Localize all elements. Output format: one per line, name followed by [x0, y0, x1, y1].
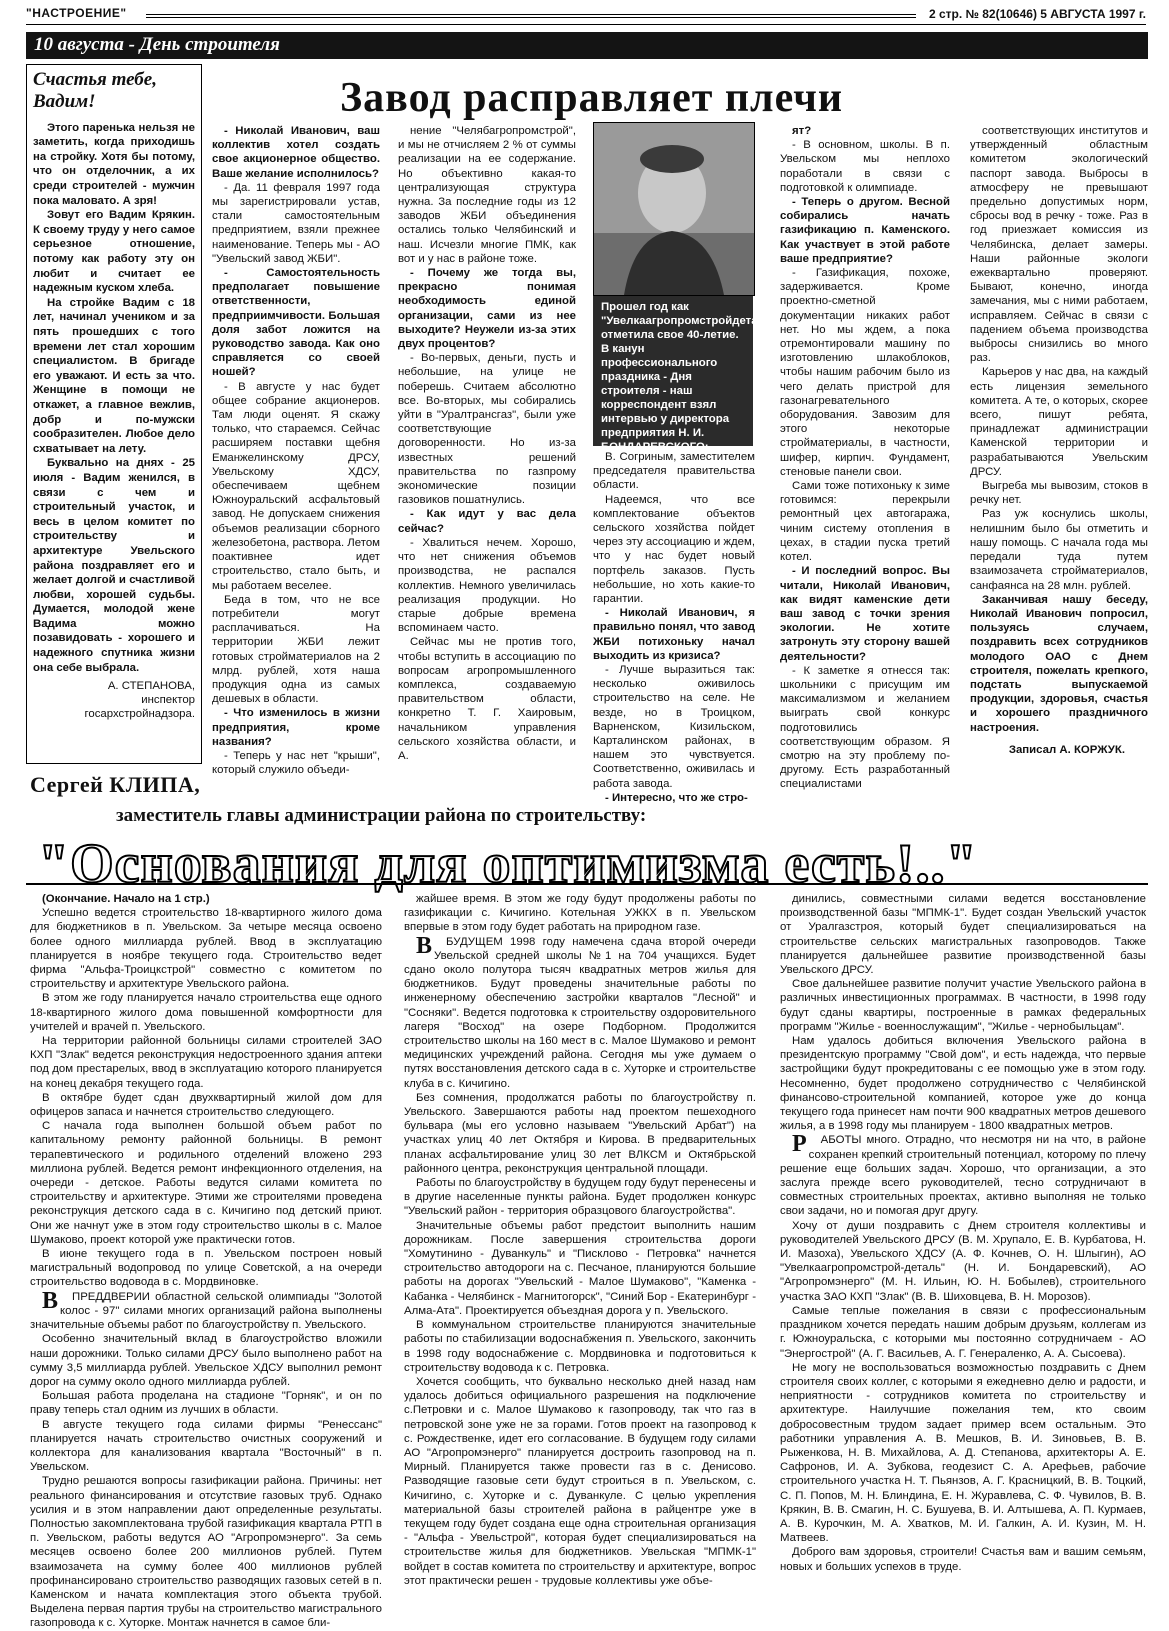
- article2-column-2: жайшее время. В этом же году будут продолжены работы по газификации с. Кичигино. Котельная УЖКХ в п. Увельском впервые в этом году будет работать на природном газе. В БУДУЩЕМ 1998 году намечена сдача второй очереди Увельской средней школы №1 на 704 учащихся. Будет сдано около полутора тысяч квадратных метров жилья для бюджетников. Будут проведены значительные работы по инженерному обеспечению застройки кварталов "Лесной" и "Сосняки". Ведется подготовка к строительству оздоровительного лагеря "Восход" на озере Подборном. Продолжится строительство школы на 160 мест в с. Малое Шумаково и ремонт медицинских учреждений района. Сегодня мы уже думаем о путях восстановления детского сада в с. Хуторке и строительстве клуба в с. Кичигино. Без сомнения, продолжатся работы по благоустройству п. Увельского. Завершаются работы над проектом пешеходного бульвара (мы его условно называем "Увельский Арбат") на участках улиц 40 лет Октября и Кирова. В предварительных планах асфальтирование улиц 30 лет ВЛКСМ и Октябрьской районного центра, реконструкция центральной площади. Работы по благоустройству в будущем году будут перенесены и в другие населенные пункты района. Будет продолжен конкурс "Увельский район - территория образцового благоустройства". Значительные объемы работ предстоит выполнить нашим дорожникам. После завершения строительства дороги "Хомутинино - Дуванкуль" и "Писклово - Петровка" начнется строительство автодороги на с. Песчаное, планируются большие работы на дорогах "Увельский - Малое Шумаково", "Каменка - Кабанка - Челябинск - Магнитогорск", "Синий Бор - Екатеринбург - Алма-Ата". Проектируется объездная дорога у п. Увельского. В коммунальном строительстве планируются значительные работы по стабилизации водоснабжения п. Увельского, закончить в 1998 году водоснабжение с. Мордвиновка и подготовиться к строительству водовода к с. Петровка. Хочется сообщить, что буквально несколько дней назад нам удалось добиться официального разрешения на подключение с.Петровки и с. Малое Шумаково к газопроводу, так что газ в петровской зоне уже не за горами. Готов проект на газопровод к с. Рождественке, идет его согласование. В будущем году силами АО "Агропромэнерго" планируется достроить газопровод на п. Мирный. Планируется также провести газ в с. Денисово. Разводящие газовые сети будут строиться в п. Увельском, с. Кичигино, с. Хуторке и с. Дуванкуле. С целью укрепления материальной базы строителей района в райцентре уже в текущем году будет создана еще одна строительная организация - "Альфа - Увельстрой", которая будет специализироваться на строительстве жилья для бюджетников. Увельская "МПМК-1" войдет в состав комитета по строительству и архитектуре, вопрос этот практически решен - трудовые коллективы уже объе-: [404, 893, 756, 1587]
- article1-column-3: В. Согриным, заместителем председателя правительства области. Надеемся, что все комплектование объектов сельского хозяйства пойдет через эту ассоциацию и ждем, что у нас будет новый портфель заказов. Пусть небольшие, но хоть какие-то гарантии. - Николай Иванович, я правильно понял, что завод ЖБИ потихоньку начал выходить из кризиса? - Лучше выразиться так: несколько оживилось строительство на селе. Не везде, но в Троицком, Варненском, Кизильском, Карталинском районах, в нашем это чувствуется. Соответственно, оживилась и работа завода. - Интересно, что же стро-: [593, 451, 755, 804]
- box-paragraph: Буквально на днях - 25 июля - Вадим женился, в связи с чем и строительный участок, и весь в целом комитет по строительству и архитектуре Увельского района поздравляет его и желает долгой и счастливой любви, хорошей судьбы. Думается, молодой жене Вадима можно позавидовать - хорошего и надежного спутника жизни она себе выбрала.: [33, 457, 195, 674]
- interviewee-name: Сергей КЛИПА,: [30, 772, 201, 797]
- box-text: [33, 121, 195, 676]
- newspaper-name: "НАСТРОЕНИЕ": [26, 6, 127, 20]
- article-headline: Завод расправляет плечи: [340, 75, 844, 121]
- section-band: [26, 32, 1148, 59]
- article1-column-5: соответствующих институтов и утвержденный областным комитетом экологический паспорт завода. Выбросы в атмосферу не превышают предельно допустимых норм, сбросы вод в речку - тоже. Раз в год приезжает комиссия из Челябинска, делает замеры. Наши районные экологи ежеквартально проверяют. Бывают, конечно, иногда замечания, мы с ними работаем, исправляем. Сейчас в связи с падением объема производства выбросы снизились во много раз. Карьеров у нас два, на каждый есть лицензия земельного комитета. А те, о которых, скорее всего, пишут ребята, принадлежат администрации Каменской территории и разрабатываются Увельским ДРСУ. Выгреба мы вывозим, стоков в речку нет. Раз уж коснулись школы, нелишним было бы отметить и нашу помощь. С начала года мы передали туда путем взаимозачета стройматериалов, санфаянса на 28 млн. рублей. Заканчивая нашу беседу, Николай Иванович попросил, пользуясь случаем, поздравить всех сотрудников молодого ОАО с Днем строителя, пожелать крепкого, подстать выпускаемой продукции, здоровья, счастья и хорошего праздничного настроения.: [970, 125, 1148, 734]
- director-photo: [593, 122, 755, 296]
- box-paragraph: Зовут его Вадим Крякин. К своему труду у него самое серьезное отношение, потому как работу эту он любит и считает ее надежным куском хлеба.: [33, 209, 195, 295]
- article1-column-4: ят? - В основном, школы. В п. Увельском мы неплохо поработали в связи с подготовкой к олимпиаде. - Теперь о другом. Весной собирались начать газификацию п. Каменского. Как участвует в этой работе ваше предприятие? - Газификация, похоже, задерживается. Кроме проектно-сметной документации никаких работ нет. Но мы ждем, а пока отремонтировали машину по изготовлению шлакоблоков, чтобы нашим рабочим было из чего делать пристрой для газонагревательного оборудования. Завозим для этого некоторые стройматериалы, в частности, шифер, кирпич. Фундамент, стеновые панели свои. Сами тоже потихоньку к зиме готовимся: перекрыли ремонтный цех автогаража, чиним систему отопления в цехах, в стадии пуска третий котел. - И последний вопрос. Вы читали, Николай Иванович, как видят каменские дети ваш завод с точки зрения экологии. Не хотите затронуть эту сторону вашей деятельности? - К заметке я отнесся так: школьники с присущим им максимализмом и желанием выиграть свой конкурс подготовились соответствующим образом. Я смотрю на эту проблему по-другому. Есть разработанный специалистами: [780, 125, 950, 791]
- photo-caption: Прошел год как "Увелкаагропромстройдеталь" отметила свое 40-летие. В канун профессионального праздника - Дня строителя - наш корреспондент взял интервью у директора предприятия Н. И. БОНДАРЕВСКОГО:: [593, 296, 753, 446]
- masthead: [26, 6, 1146, 25]
- box-signature-role: инспектор госархстройнадзора.: [84, 694, 195, 721]
- article2-headline: "Основания для оптимизма есть!..": [38, 833, 978, 895]
- section-title: 10 августа - День строителя: [34, 34, 280, 55]
- interviewee-position: заместитель главы администрации района по строительству:: [116, 805, 647, 826]
- portrait-image: [594, 123, 754, 295]
- box-paragraph: На стройке Вадим с 18 лет, начинал учеником и за пять прошедших с того времени лет стал хорошим специалистом. В бригаде его уважают. И есть за что. Женщине в помощи не откажет, а главное вежлив, добр и по-мужски сообразителен. Любое дело схватывает на лету.: [33, 296, 195, 455]
- headline-divider: [26, 883, 1148, 885]
- article1-column-2: нение "Челябагропромстрой", и мы не отчисляем 2 % от суммы реализации на ее содержание. Но объективно какая-то централизующая структура нужна. За последние годы из 12 заводов ЖБИ объединения остались только Челябинский и наш. Исчезли многие ПМК, как вот и у нас в районе тоже. - Почему же тогда вы, прекрасно понимая необходимость единой организации, сами из нее выходите? Неужели из-за этих двух процентов? - Во-первых, деньги, пусть и небольшие, на улице не поберешь. Считаем абсолютно все. Во-вторых, мы собирались уйти в "Уралтрансгаз", были уже соответствующие договоренности. Но из-за известных решений правительства по газпрому экономические позиции газовиков пошатнулись. - Как идут у вас дела сейчас? - Хвалиться нечем. Хорошо, что нет снижения объемов производства, не распался коллектив. Немного увеличилась реализация продукции. Но старые добрые времена вспоминаем часто. Сейчас мы не против того, чтобы вступить в ассоциацию по вопросам агропромышленного комплекса, создаваемую правительством области, конкретно Т. Г. Хаировым, начальником управления сельского хозяйства области, и А.: [398, 125, 576, 762]
- issue-info: 2 стр. № 82(10646) 5 АВГУСТА 1997 г.: [928, 7, 1146, 21]
- article2-column-3: динились, совместными силами ведется восстановление производственной базы "МПМК-1". Будет создан Увельский участок от Уралгазстроя, который будет специализироваться на строительстве сельских магистральных газопроводов. Также планируется дальнейшее развитие производственной базы Увельского ДРСУ. Свое дальнейшее развитие получит участие Увельского района в различных инвестиционных программах. В частности, в 1998 году будут сданы квартиры, построенные в рамках федеральных программ "Жилье - военнослужащим", "Жилье - чернобыльцам". Нам удалось добиться включения Увельского района в президентскую программу "Свой дом", и есть надежда, что первые застройщики будут прокредитованы с ее помощью уже в этом году. Несомненно, будет продолжено сотрудничество с Челябинской финансово-строительной компанией, которое уже до конца текущего года принесет нам почти 900 квадратных метров дешевого жилья, а в 1998 году мы планируем - 1800 квадратных метров. Р АБОТЫ много. Отрадно, что несмотря ни на что, в районе сохранен крепкий строительный потенциал, которому по плечу решение еще больших задач. Хорошо, что организации, а это заслуга прежде всего руководителей, тесно сотрудничают в совместных строительных проектах, активно выполняя не только свои задачи, но и помогая друг другу. Хочу от души поздравить с Днем строителя коллективы и руководителей Увельского ДРСУ (В. М. Хрупало, Е. В. Курбатова, Н. И. Мазоха), Увельского ХДСУ (А. Ф. Кочнев, О. Н. Шлыгин), АО "Увелкаагропромстрой-деталь" (Н. И. Бондаревский), АО "Агропромэнерго" (М. Н. Ильин, Ю. Н. Бобылев), строительного участка ЗАО КХП "Злак" (В. В. Шиховцева, В. Н. Морозов). Самые теплые пожелания в связи с профессиональным праздником хочется передать нашим добрым друзьям, коллегам из г. Южноуральска, с которыми мы постоянно сотрудничаем - АО "Энергострой" (А. Г. Васильев, А. Г. Генераленко, А. А. Сысоева). Не могу не воспользоваться возможностью поздравить с Днем строителя своих коллег, с которыми я ежедневно делю и радости, и неприятности - сотрудников комитета по строительству и архитектуре. Наилучшие пожелания тем, кто своим добросовестным трудом задает пример всем остальным. Это работники управления А. В. Мешков, В. И. Зиновьев, В. В. Рыженкова, Н. В. Михайлова, А. Д. Степанова, архитекторы А. Е. Сафронов, И. А. Зубкова, геодезист С. А. Арефьев, рабочие строительного участка Н. Т. Пьянзов, А. Г. Красницкий, В. В. Тоцкий, С. П. Попов, М. Н. Блиндина, Е. Н. Журавлева, С. Ф. Чувилов, В. В. Крякин, В. В. Смагин, Н. С. Бушуева, В. И. Алтышева, А. П. Курмаев, А. В. Курочкин, М. А. Хватков, М. И. Галкин, А. И. Кузин, М. Н. Матвеев. Доброго вам здоровья, строители! Счастья вам и вашим семьям, новых и больших успехов в труде.: [780, 893, 1146, 1573]
- box-title: Счастья тебе, Вадим!: [33, 69, 157, 112]
- article2-column-1: (Окончание. Начало на 1 стр.) Успешно ведется строительство 18-квартирного жилого дома для бюджетников в п. Увельском. За четыре месяца освоено более одного миллиарда рублей. Ввод в эксплуатацию планируется в ноябре текущего года. Строительство ведет фирма "Альфа-Троицкстрой" совместно с комитетом по строительству и архитектуре Увельского района. В этом же году планируется начало строительства еще одного 18-квартирного жилого дома повышенной комфортности для учителей и врачей п. Увельского. На территории районной больницы силами строителей ЗАО КХП "Злак" ведется реконструкция недостроенного здания аптеки под дом престарелых, ввод в эксплуатацию которого планируется на конец декабря текущего года. В октябре будет сдан двухквартирный жилой дом для офицеров запаса и начнется строительство следующего. С начала года выполнен большой объем работ по капитальному ремонту районной больницы. В ремонт терапевтического и родильного отделений вложено 293 миллиона рублей. Ведется ремонт инфекционного отделения, на очереди - детское. Работы ведутся силами комитета по строительству и архитектуре. Этими же строителями проведена реконструкция детского сада в с. Кичигино под детский приют. Они же начнут уже в этом году строительство школы в с. Малое Шумаково, проект которой уже практически готов. В июне текущего года в п. Увельском построен новый магистральный водопровод по улице Советской, а на очереди строительство водовода в с. Мордвиновке. В ПРЕДДВЕРИИ областной сельской олимпиады "Золотой колос - 97" силами многих организаций района выполнены значительные объемы работ по благоустройству п. Увельского. Особенно значительный вклад в благоустройство вложили наши дорожники. Только силами ДРСУ было выполнено работ на сумму 3,5 миллиарда рублей. Увельское ХДСУ выполнил ремонт дорог на сумму около одного миллиарда рублей. Большая работа проделана на стадионе "Горняк", и он по праву теперь стал одним из лучших в области. В августе текущего года силами фирмы "Ренессанс" планируется начать строительство очистных сооружений и коллектора для канализования квартала "Восточный" в п. Увельском. Трудно решаются вопросы газификации района. Причины: нет реального финансирования и отсутствие газовых труб. Однако усилия и в этом направлении дают определенные результаты. Полностью закомплектована трубой газификация квартала РТП в п. Увельском, работы ведутся АО "Агропромэнерго". За семь месяцев освоено более 200 миллионов рублей. Путем взаимозачета на сумму более 400 миллионов рублей профинансировано строительство разводящих газовых сетей в п. Каменском и начата комплектация этого объекта трубой. Выделена первая партия трубы на строительство магистрального газопровода к с. Хуторке. Монтаж начнется в самое бли-: [30, 893, 382, 1630]
- box-signature: А. СТЕПАНОВА,: [107, 680, 195, 693]
- box-paragraph: Этого паренька нельзя не заметить, когда приходишь на стройку. Хотя бы потому, что он отделочник, а их среди строителей - мужчин пока маловато. А зря!: [33, 121, 195, 207]
- article1-author: Записал А. КОРЖУК.: [1008, 744, 1125, 756]
- masthead-rule: [146, 14, 916, 18]
- article1-column-1: - Николай Иванович, ваш коллектив хотел создать свое акционерное общество. Ваше желание исполнилось? - Да. 11 февраля 1997 года мы зарегистрировали устав, стали самостоятельным предприятием, взяли прежнее наименование. Теперь мы - АО "Увельский завод ЖБИ". - Самостоятельность предполагает повышение ответственности, предприимчивости. Большая доля забот ложится на руководство завода. Как оно справляется со своей ношей? - В августе у нас будет общее собрание акционеров. Там люди оценят. Я скажу только, что стараемся. Сейчас расширяем поставки щебня Еманжелинскому ДРСУ, Увельскому ХДСУ, обеспечиваем щебнем Южноуральский асфальтовый завод. Не допускаем снижения объемов реализации сборного железобетона, раствора. Летом поактивнее идет строительство, стало быть, и мы работаем веселее. Беда в том, что не все потребители могут расплачиваться. На территории ЖБИ лежит готовых стройматериалов на 2 млрд. рублей, хотя наша продукция одна из самых дешевых в области. - Что изменилось в жизни предприятия, кроме названия? - Теперь у нас нет "крыши", который служило объеди-: [212, 125, 380, 777]
- congrats-box: [26, 64, 202, 764]
